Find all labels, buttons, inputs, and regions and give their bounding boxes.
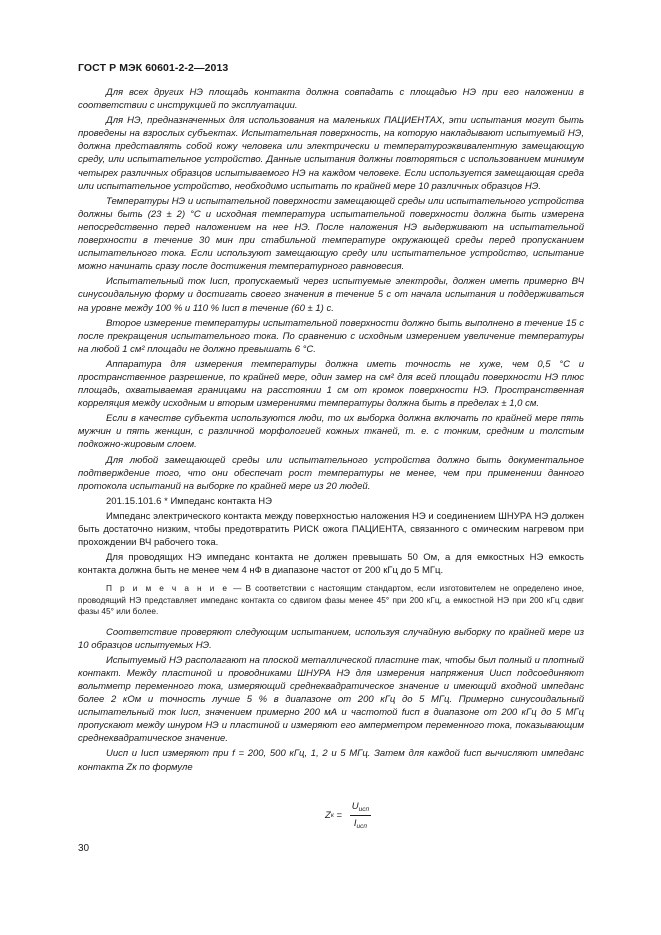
impedance-formula xyxy=(325,801,371,830)
page-number: 30 xyxy=(78,843,90,854)
paragraph: Для НЭ, предназначенных для использования на маленьких ПАЦИЕНТАХ, эти испытания могут быть проведены на взрослых субъектах. Испытательная поверхность, на которую накладывают испытуемый НЭ, должна представлять собой кожу человека или электрически и температуроэквивалентную замещающую среду, или испытательное устройство. Данные испытания должны повторяться с использованием минимум четырех различных образцов испытываемого НЭ на каждом человеке. Если используется замещающая среда или испытательное устройство, необходимо испытать по крайней мере 10 различных образцов НЭ. xyxy=(78,115,584,192)
note xyxy=(78,583,584,617)
formula-lhs-sub: к xyxy=(330,812,334,819)
paragraph: Второе измерение температуры испытательной поверхности должно быть выполнено в течение 15 с после прекращения испытательного тока. По сравнению с исходным измерением увеличение температуры на любой 1 см² площади не должно превышать 6 °С. xyxy=(78,317,584,355)
formula-lhs: Z xyxy=(325,810,331,821)
paragraph: Для всех других НЭ площадь контакта должна совпадать с площадью НЭ при его наложении в соответствии с инструкцией по эксплуатации. xyxy=(78,87,584,112)
section-heading: 201.15.101.6 * Импеданс контакта НЭ xyxy=(106,495,272,507)
formula-fraction xyxy=(350,801,371,830)
paragraph: Для любой замещающей среды или испытательного устройства должно быть документальное подтверждение того, что они обеспечат рост температуры не менее, чем при применении данного протокола испытаний на выборке по крайней мере из 20 людей. xyxy=(78,454,584,492)
paragraph: Для проводящих НЭ импеданс контакта не должен превышать 50 Ом, а для емкостных НЭ емкость контакта должна быть не менее чем 4 нФ в диапазоне частот от 200 кГц до 5 МГц. xyxy=(78,552,584,577)
paragraph: Температуры НЭ и испытательной поверхности замещающей среды или испытательного устройства должны быть (23 ± 2) °С и исходная температура испытательной поверхности должна быть измерена непосредственно перед наложением на нее НЭ. После наложения НЭ выдерживают на испытательной поверхности в течение 30 мин при стабильной температуре окружающей среды перед пропусканием испытательного тока. Если используют замещающую среду или испытательное устройство, испытание можно начинать сразу после достижения температурного равновесия. xyxy=(78,195,584,273)
formula-denominator xyxy=(354,816,367,830)
paragraph: Соответствие проверяют следующим испытанием, используя случайную выборку по крайней мере из 10 образцов испытуемых НЭ. xyxy=(78,626,584,651)
denominator-sub: исп xyxy=(356,823,367,830)
document-body xyxy=(78,86,584,776)
paragraph: Uисп и Iисп измеряют при f = 200, 500 кГц, 1, 2 и 5 МГц. Затем для каждой fисп вычисляют импеданс контакта Zк по формуле xyxy=(78,748,584,773)
formula-equals: = xyxy=(333,810,345,821)
note-text: — В соответствии с настоящим стандартом, если изготовителем не определено иное, проводящий НЭ представляет импеданс контакта со сдвигом фазы менее 45° при 200 кГц, а емкостной НЭ при 200 кГц сдвиг фазы 45° или более. xyxy=(78,583,584,617)
numerator-symbol: U xyxy=(351,801,359,812)
formula-numerator xyxy=(350,801,371,816)
paragraph: Испытуемый НЭ располагают на плоской металлической пластине так, чтобы был полный и плотный контакт. Между пластиной и проводниками ШНУРА НЭ для измерения напряжения Uисп подсоединяют вольтметр переменного тока, измеряющий среднеквадратическое значение и имеющий входной импеданс более 2 кОм и точность лучше 5 % в диапазоне от 200 кГц до 5 МГц. Примерно синусоидальный испытательный ток Iисп, значением примерно 200 мА и частотой fисп в диапазоне от 200 кГц до 5 МГц пропускают между шнуром НЭ и пластиной и измеряют его амперметром переменного тока, показывающим среднеквадратическое значение. xyxy=(78,654,584,745)
paragraph: Аппаратура для измерения температуры должна иметь точность не хуже, чем 0,5 °С и пространственное разрешение, по крайней мере, один замер на см² для всей площади поверхности НЭ плюс площадь, охватываемая границами на расстоянии 1 см от кромок поверхности НЭ. Пространственная корреляция между исходным и вторым измерениями температуры должна быть в пределах ± 1,0 см. xyxy=(78,358,584,410)
note-lead: П р и м е ч а н и е xyxy=(106,583,230,594)
paragraph: Испытательный ток Iисп, пропускаемый через испытуемые электроды, должен иметь примерно ВЧ синусоидальную форму и достигать своего значения в течение 5 с от начала испытания и поддерживаться на уровне между 100 % и 110 % Iисп в течение (60 ± 1) с. xyxy=(78,276,584,314)
paragraph: Если в качестве субъекта используются люди, то их выборка должна включать по крайней мере пять мужчин и пять женщин, с различной морфологией кожных тканей, т. е. с тонким, средним и толстым подкожно-жировым слоем. xyxy=(78,413,584,451)
paragraph: Импеданс электрического контакта между поверхностью наложения НЭ и соединением ШНУРА НЭ должен быть достаточно низким, чтобы предотвратить РИСК ожога ПАЦИЕНТА, связанного с омическим нагревом при прохождении ВЧ рабочего тока. xyxy=(78,510,584,549)
numerator-sub: исп xyxy=(358,806,370,813)
denominator-symbol: I xyxy=(353,818,357,829)
document-header: ГОСТ Р МЭК 60601-2-2—2013 xyxy=(78,62,229,74)
